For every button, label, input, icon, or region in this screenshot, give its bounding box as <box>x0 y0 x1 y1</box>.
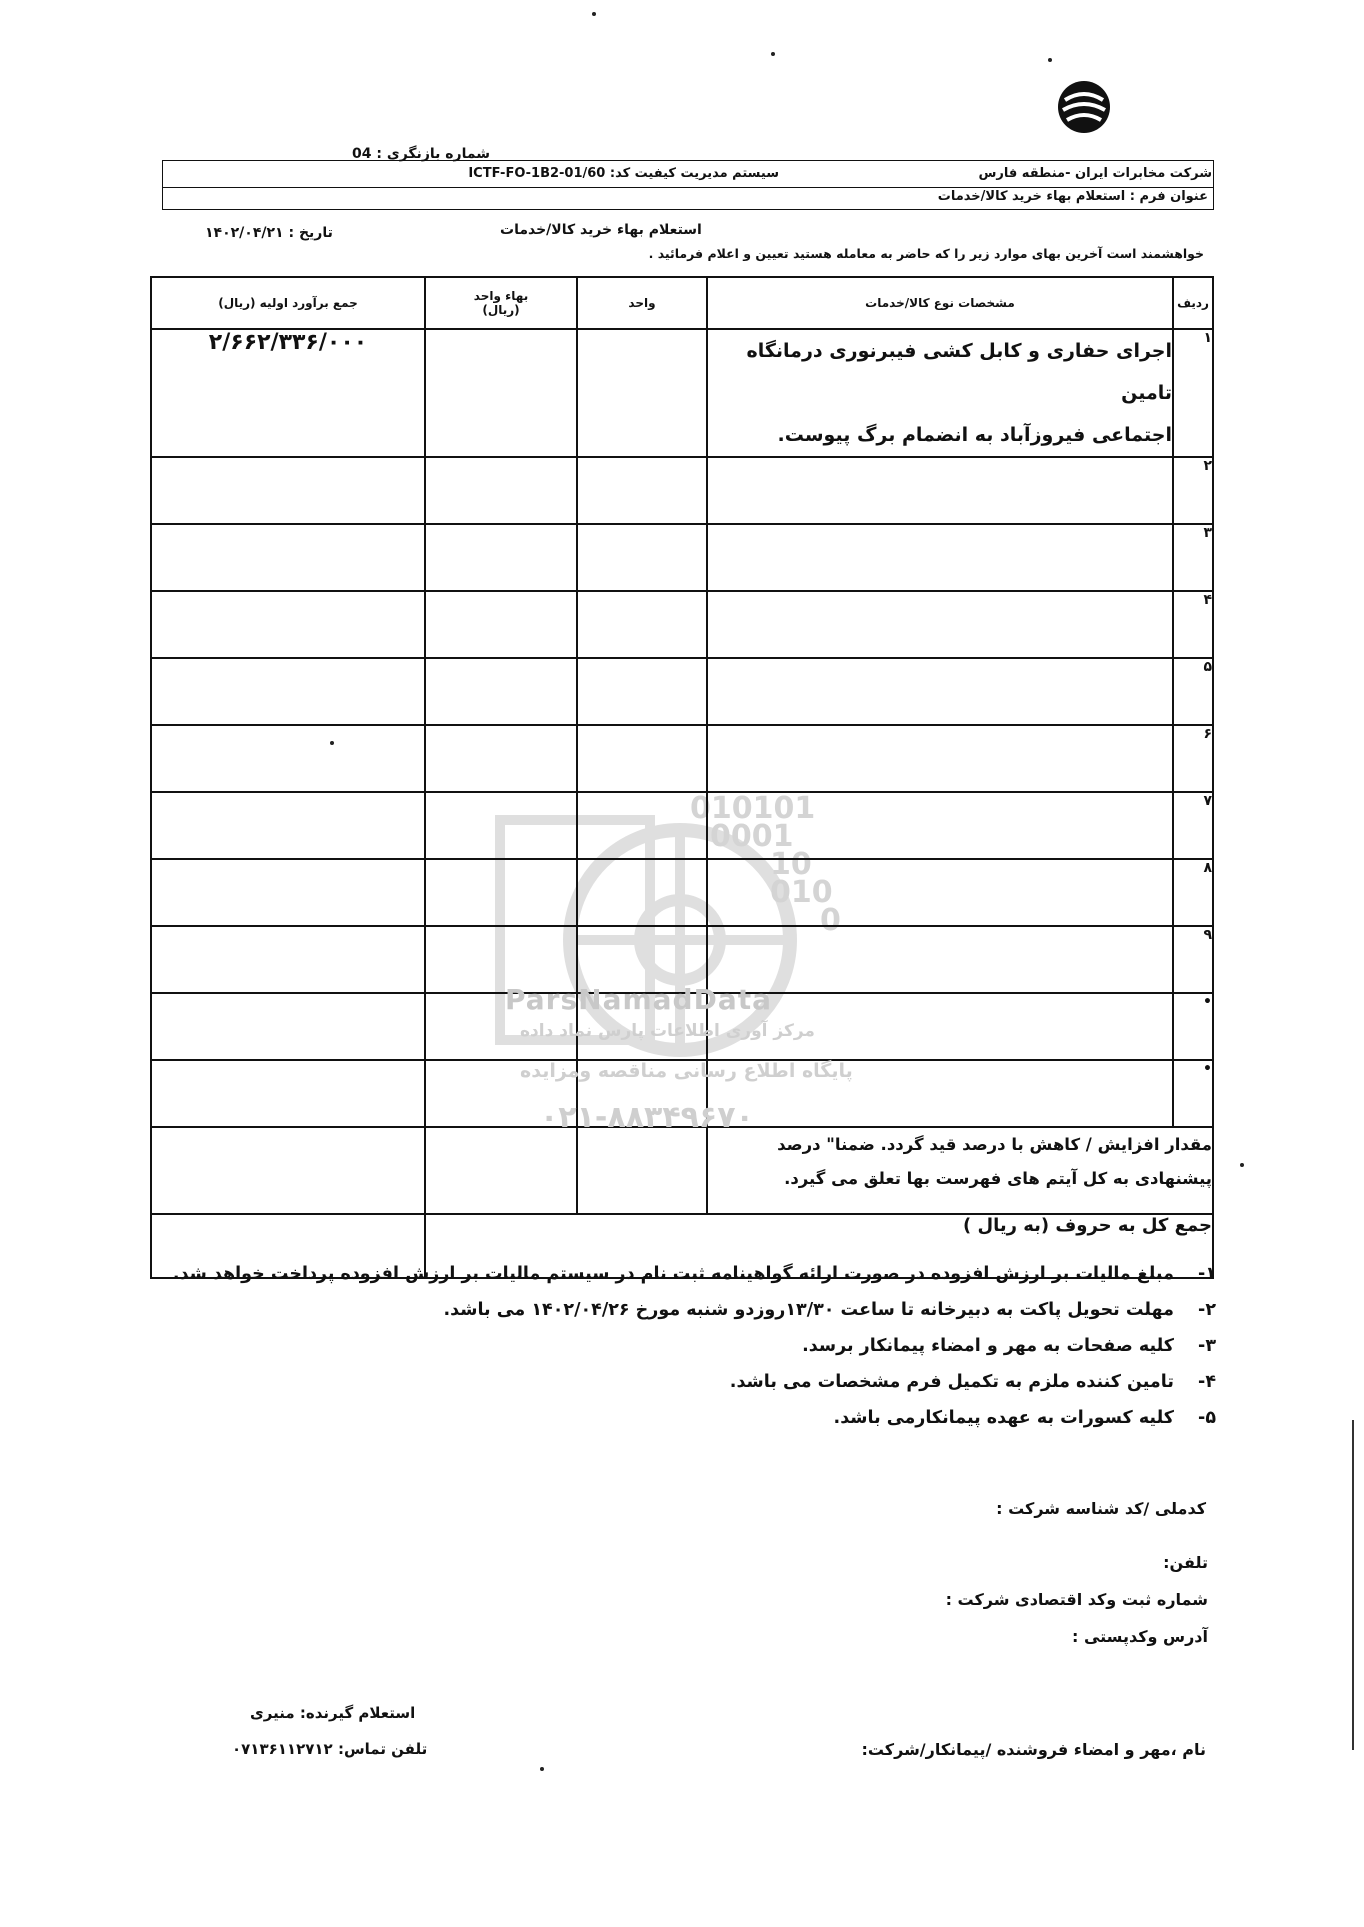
conditions-list <box>166 1258 1216 1438</box>
watermark-subtitle: مرکز آوری اطلاعات پارس نماد داده <box>520 1021 815 1041</box>
table-row <box>151 658 1213 725</box>
table-row <box>151 329 1213 457</box>
watermark-tagline: پایگاه اطلاع رسانی مناقصه ومزایده <box>520 1060 853 1082</box>
registration-field: شماره ثبت وکد اقتصادی شرکت : <box>945 1590 1208 1609</box>
scan-speck <box>540 1767 544 1771</box>
form-title: عنوان فرم : استعلام بهاء خرید کالا/خدمات <box>937 189 1208 204</box>
row-number: ۲ <box>1173 457 1213 524</box>
row-number: ۸ <box>1173 859 1213 926</box>
condition-item: ۴- تامین کننده ملزم به تکمیل فرم مشخصات می باشد. <box>729 1372 1216 1392</box>
scan-speck <box>330 741 334 745</box>
address-field: آدرس وکدپستی : <box>1071 1627 1208 1646</box>
header-unit-price: بهاء واحد (ریال) <box>425 277 577 329</box>
document-title: استعلام بهاء خرید کالا/خدمات <box>500 222 702 238</box>
table-row <box>151 725 1213 792</box>
table-header-row <box>151 277 1213 329</box>
row-number: ۳ <box>1173 524 1213 591</box>
row-number: • <box>1173 1060 1213 1127</box>
row-number: ۱ <box>1173 329 1213 457</box>
item-description: اجرای حفاری و کابل کشی فیبرنوری درمانگاه تامین اجتماعی فیروزآباد به انضمام برگ پیوست. <box>707 329 1173 457</box>
header-unit: واحد <box>577 277 707 329</box>
row-number: ۹ <box>1173 926 1213 993</box>
table-row <box>151 859 1213 926</box>
scan-speck <box>1048 58 1052 62</box>
revision-number: شماره بازنگری : 04 <box>352 146 490 162</box>
signature-field: نام ،مهر و امضاء فروشنده /پیمانکار/شرکت: <box>861 1740 1206 1759</box>
table-row <box>151 457 1213 524</box>
row-number: ۷ <box>1173 792 1213 859</box>
inquirer-contact: تلفن تماس: ۰۷۱۳۶۱۱۲۷۱۲ <box>232 1740 428 1758</box>
company-logo-icon <box>1055 78 1113 136</box>
total-in-words: جمع کل به حروف (به ریال ) <box>425 1214 1213 1278</box>
row-number: • <box>1173 993 1213 1060</box>
row-number: ۴ <box>1173 591 1213 658</box>
table-row <box>151 591 1213 658</box>
table-row <box>151 524 1213 591</box>
document-date: تاریخ : ۱۴۰۲/۰۴/۲۱ <box>205 225 333 241</box>
watermark-name: ParsNamadData <box>505 983 772 1016</box>
condition-item: ۳- کلیه صفحات به مهر و امضاء پیمانکار برسد. <box>802 1336 1216 1356</box>
inquirer-name: استعلام گیرنده: منیری <box>250 1704 416 1722</box>
quality-system-code: سیستم مدیریت کیفیت کد: ICTF-FO-1B2-01/60 <box>468 166 779 181</box>
national-id-field: کدملی /کد شناسه شرکت : <box>996 1499 1206 1518</box>
phone-field: تلفن: <box>1163 1553 1208 1572</box>
header-spec: مشخصات نوع کالا/خدمات <box>707 277 1173 329</box>
condition-item: ۵- کلیه کسورات به عهده پیمانکارمی باشد. <box>833 1408 1216 1428</box>
header-total: جمع برآورد اولیه (ریال) <box>151 277 425 329</box>
margin-line <box>1352 1420 1354 1750</box>
header-row-number: ردیف <box>1173 277 1213 329</box>
row-number: ۶ <box>1173 725 1213 792</box>
company-name: شرکت مخابرات ایران -منطقه فارس <box>978 166 1212 181</box>
item-unit <box>577 329 707 457</box>
item-total: ۲/۶۶۲/۳۳۶/۰۰۰ <box>151 329 425 457</box>
condition-item: ۲- مهلت تحویل پاکت به دبیرخانه تا ساعت ۱۳/۳۰روزدو شنبه مورخ ۱۴۰۲/۰۴/۲۶ می باشد. <box>443 1300 1216 1320</box>
row-number: ۵ <box>1173 658 1213 725</box>
scan-speck <box>1240 1163 1244 1167</box>
condition-item: ۱- مبلغ مالیات بر ارزش افزوده در صورت ارائه گواهینامه ثبت نام در سیستم مالیات بر ارزش افزوده پرداخت خواهد شد. <box>172 1264 1216 1284</box>
adjustment-note-row <box>151 1127 1213 1214</box>
request-text: خواهشمند است آخرین بهای موارد زیر را که حاضر به معامله هستید تعیین و اعلام فرمائید . <box>648 246 1204 261</box>
scan-speck <box>771 52 775 56</box>
watermark-phone: ۰۲۱-۸۸۳۴۹۶۷۰ <box>540 1100 754 1135</box>
table-row <box>151 792 1213 859</box>
watermark-binary: 010101 0001 10 010 0 <box>690 791 841 938</box>
item-unit-price <box>425 329 577 457</box>
scan-speck <box>592 12 596 16</box>
adjustment-note: مقدار افزایش / کاهش با درصد قید گردد. ضمنا" درصد پیشنهادی به کل آیتم های فهرست بها تعلق می گیرد. <box>707 1127 1213 1214</box>
